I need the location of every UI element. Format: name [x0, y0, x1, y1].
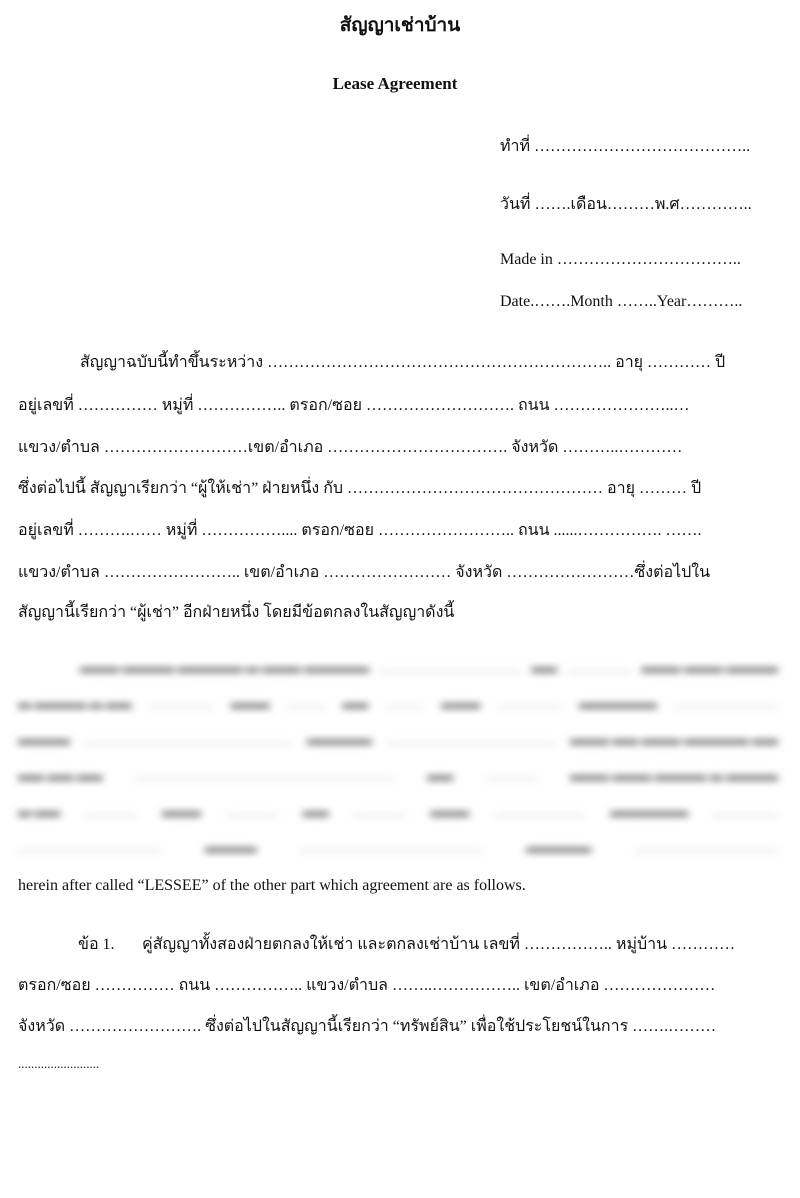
- blurred-english-paragraph: ▬▬▬ ▬▬▬▬ ▬▬▬▬▬ ▬ ▬▬▬ ▬▬▬▬▬ …………………………… ▬▬ …………… ▬▬▬ ▬▬▬ ▬▬▬▬ ▬ ▬▬▬▬ ▬ ▬▬ …………… ▬▬▬ ……… ▬▬ ……… ▬▬▬ …………… ▬▬▬▬▬▬ …………………… ▬▬▬▬ ………………………………………… ▬▬▬▬▬ ………………………………… ▬▬▬ ▬▬ ▬▬▬ ▬▬▬▬▬ ▬▬ ▬▬ ▬▬ ▬▬ …………………………………………………… ▬▬ ………… ▬▬▬ ▬▬▬ ▬▬▬▬ ▬ ▬▬▬▬ ▬ ▬▬ ………… ▬▬▬ ………… ▬▬ ………… ▬▬▬ ………………… ▬▬▬▬▬▬ …………… …………………………… ▬▬▬▬ …………………………………… ▬▬▬▬▬ ……………………………: [18, 660, 778, 855]
- english-paragraph-last-line: herein after called “LESSEE” of the other part which agreement are as follows.: [18, 877, 526, 894]
- thai-paragraph-line: อยู่เลขที่ …………… หมู่ที่ …………….. ตรอก/ซอย ………………………. ถนน …………………..…: [18, 397, 690, 414]
- thai-paragraph-line: อยู่เลขที่ ……….…… หมู่ที่ …………….... ตรอก/ซอย …………………….. ถนน ......……………. …….: [18, 522, 702, 539]
- thai-paragraph-line: แขวง/ตำบล …………………….. เขต/อำเภอ …………………… จังหวัด ……………………ซึ่งต่อไปใน: [18, 564, 711, 581]
- thai-paragraph-line: สัญญาฉบับนี้ทำขึ้นระหว่าง ……………………………………………………….. อายุ ………… ปี: [80, 354, 726, 371]
- clause-1-line: .........................: [18, 1056, 100, 1071]
- clause-1-line: ตรอก/ซอย …………… ถนน …………….. แขวง/ตำบล ……..…………….. เขต/อำเภอ …………………: [18, 977, 716, 994]
- clause-1-line: จังหวัด ……………………. ซึ่งต่อไปในสัญญานี้เรียกว่า “ทรัพย์สิน” เพื่อใช้ประโยชน์ในการ …….………: [18, 1018, 717, 1035]
- thai-paragraph-line: แขวง/ตำบล ………………………เขต/อำเภอ ……………………………. จังหวัด ………..…………: [18, 439, 683, 456]
- made-in-english: Made in ……………………………..: [500, 251, 741, 268]
- made-at-thai: ทำที่ …………………………………..: [500, 138, 751, 155]
- date-thai: วันที่ …….เดือน………พ.ศ…………..: [500, 196, 752, 213]
- document-title-english: Lease Agreement: [332, 74, 458, 93]
- clause-1-line: คู่สัญญาทั้งสองฝ่ายตกลงให้เช่า และตกลงเช่าบ้าน เลขที่ …………….. หมู่บ้าน …………: [142, 936, 736, 953]
- thai-paragraph-line: สัญญานี้เรียกว่า “ผู้เช่า” อีกฝ่ายหนึ่ง โดยมีข้อตกลงในสัญญาดังนี้: [18, 604, 455, 621]
- clause-1-number: ข้อ 1.: [78, 936, 115, 953]
- document-title-thai: สัญญาเช่าบ้าน: [339, 15, 461, 36]
- date-english: Date.…….Month ……..Year………..: [500, 293, 743, 310]
- thai-paragraph-line: ซึ่งต่อไปนี้ สัญญาเรียกว่า “ผู้ให้เช่า” ฝ่ายหนึ่ง กับ ………………………………………… อายุ ……… ปี: [18, 480, 702, 497]
